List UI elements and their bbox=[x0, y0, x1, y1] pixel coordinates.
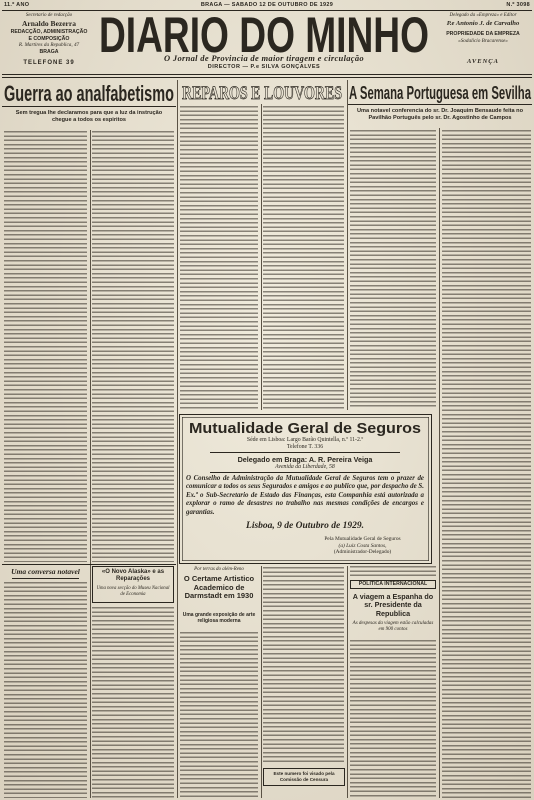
insurance-ad-seat: Séde em Lisboa: Largo Barão Quintella, n.º 11-2.º bbox=[246, 437, 364, 443]
column-rule bbox=[347, 566, 348, 798]
article-body-text bbox=[180, 106, 258, 409]
censorship-line-1: Este numero foi visado pela bbox=[273, 771, 335, 776]
insurance-ad-box bbox=[179, 414, 432, 564]
insurance-ad-phone: Telefone T. 336 bbox=[286, 444, 324, 450]
article-body-text bbox=[350, 130, 436, 409]
censorship-line-2: Comissão de Censura bbox=[279, 777, 329, 782]
insurance-ad-delegate: Delegado em Braga: A. R. Pereira Veiga bbox=[237, 455, 373, 464]
masthead-title bbox=[96, 12, 432, 54]
column-rule bbox=[90, 130, 91, 798]
article-body-text bbox=[263, 567, 344, 763]
top-rule bbox=[2, 10, 532, 11]
darmstadt-headline: O Certame Artistico Academico de Darmstadt em 1930 bbox=[183, 574, 255, 601]
conversation-headline: Uma conversa notavel bbox=[11, 567, 80, 576]
article-body-text bbox=[350, 566, 436, 576]
insurance-ad-sign-3: (Administrador-Delegado) bbox=[333, 549, 392, 555]
office-phone: TELEFONE 39 bbox=[23, 60, 75, 66]
masthead-tagline: O Jornal de Provincia de maior tiragem e circulação bbox=[164, 53, 364, 63]
horizontal-rule bbox=[2, 106, 176, 107]
alaska-deck: Uma nova secção do Museu Nacional de Economia bbox=[96, 586, 170, 597]
issue-date: BRAGA — SABADO 12 DE OUTUBRO DE 1929 bbox=[200, 2, 334, 8]
article-body-text bbox=[92, 131, 174, 562]
issue-number: N.º 3098 bbox=[506, 2, 530, 8]
avenca-label: AVENÇA bbox=[467, 58, 499, 65]
seville-deck: Uma notavel conferencia do sr. Dr. Joaquim Bensaude feita no Pavilhão Português pelo sr. Dr. Agostinho de Campos bbox=[357, 108, 523, 121]
insurance-ad-address: Avenida da Liberdade, 58 bbox=[275, 464, 335, 470]
horizontal-rule bbox=[348, 104, 532, 105]
insurance-ad-sign-1: Pela Mutualidade Geral de Seguros bbox=[324, 536, 401, 542]
article-body-text bbox=[92, 607, 174, 798]
article-body-text bbox=[350, 640, 436, 798]
office-city: BRAGA bbox=[39, 48, 59, 55]
column-rule bbox=[261, 566, 262, 798]
article-body-text bbox=[442, 130, 531, 798]
seville-headline bbox=[348, 82, 532, 104]
darmstadt-kicker: Por terras do além-Reno bbox=[194, 567, 244, 572]
article-body-text bbox=[263, 106, 344, 409]
column-rule bbox=[347, 80, 348, 410]
column-rule bbox=[439, 128, 440, 798]
owner-name: «Sodalicio Bracarense» bbox=[458, 38, 508, 44]
censorship-notice-box bbox=[263, 768, 345, 786]
horizontal-rule bbox=[210, 472, 400, 473]
masthead-double-rule bbox=[2, 74, 532, 78]
insurance-ad-title-text: Mutualidade Geral de Seguros bbox=[189, 420, 421, 436]
alaska-headline: «O Novo Alaska» e as Reparações bbox=[101, 569, 165, 582]
insurance-ad-body: O Conselho de Administração da Mutualidade Geral de Seguros tem o prazer de comunicar a todos os seus Segurados e amigos e ao publico que, por despacho de S. Ex.ª o Sub-Secretario de Estado das Finanças, esta Companhia está autorizada a explorar o ramo de desastres no trabalho nas mesmas condições de encargos e garantias. bbox=[186, 475, 424, 516]
literacy-deck: Sem tregua lhe declaramos para que a luz da instrução chegue a todos os espiritos bbox=[15, 110, 163, 123]
column-rule bbox=[177, 80, 178, 798]
office-line-1: REDACÇÃO, ADMINISTRAÇÃO bbox=[10, 29, 88, 35]
year-label: 11.º ANO bbox=[4, 2, 30, 8]
owner-label: PROPRIEDADE DA EMPREZA bbox=[446, 31, 520, 37]
delegate-name: P.e Antonio J. de Carvalho bbox=[446, 20, 520, 27]
literacy-headline bbox=[2, 80, 176, 106]
masthead-director: DIRECTOR — P.e SILVA GONÇALVES bbox=[207, 64, 321, 70]
office-line-2: E COMPOSIÇÃO bbox=[28, 35, 70, 42]
insurance-ad-date: Lisboa, 9 de Outubro de 1929. bbox=[246, 521, 364, 531]
politics-section-label: POLITICA INTERNACIONAL bbox=[350, 580, 436, 589]
politics-deck: As despesas da viagem estão calculadas em 900 contos bbox=[352, 621, 434, 632]
horizontal-rule bbox=[12, 578, 79, 579]
reparos-headline bbox=[179, 80, 345, 104]
insurance-ad-sign-2: (a) Luiz Costa Santos, bbox=[338, 542, 387, 549]
masthead-title-text: DIARIO DO MINHO bbox=[99, 12, 429, 54]
politics-headline: A viagem a Espanha do sr. Presidente da Republica bbox=[352, 592, 434, 618]
column-rule bbox=[261, 104, 262, 410]
secretary-name: Arnaldo Bezerra bbox=[22, 19, 76, 28]
horizontal-rule bbox=[210, 452, 400, 453]
article-body-text bbox=[180, 632, 258, 798]
insurance-ad-title bbox=[184, 418, 427, 436]
office-address: R. Martires da Republica, 47 bbox=[18, 42, 80, 48]
delegate-label: Delegado da «Empreza» e Editor bbox=[449, 13, 517, 18]
article-body-text bbox=[4, 582, 87, 798]
horizontal-rule bbox=[2, 564, 176, 565]
reparos-headline-text: REPAROS E LOUVORES bbox=[182, 83, 342, 104]
seville-headline-text: A Semana Portuguesa em Sevilha bbox=[349, 83, 532, 103]
secretary-label: Secretario de redacção bbox=[25, 13, 73, 18]
darmstadt-deck: Uma grande exposição de arte religiosa moderna bbox=[182, 612, 256, 624]
literacy-headline-text: Guerra ao analfabetismo bbox=[4, 81, 174, 106]
article-body-text bbox=[4, 131, 87, 562]
